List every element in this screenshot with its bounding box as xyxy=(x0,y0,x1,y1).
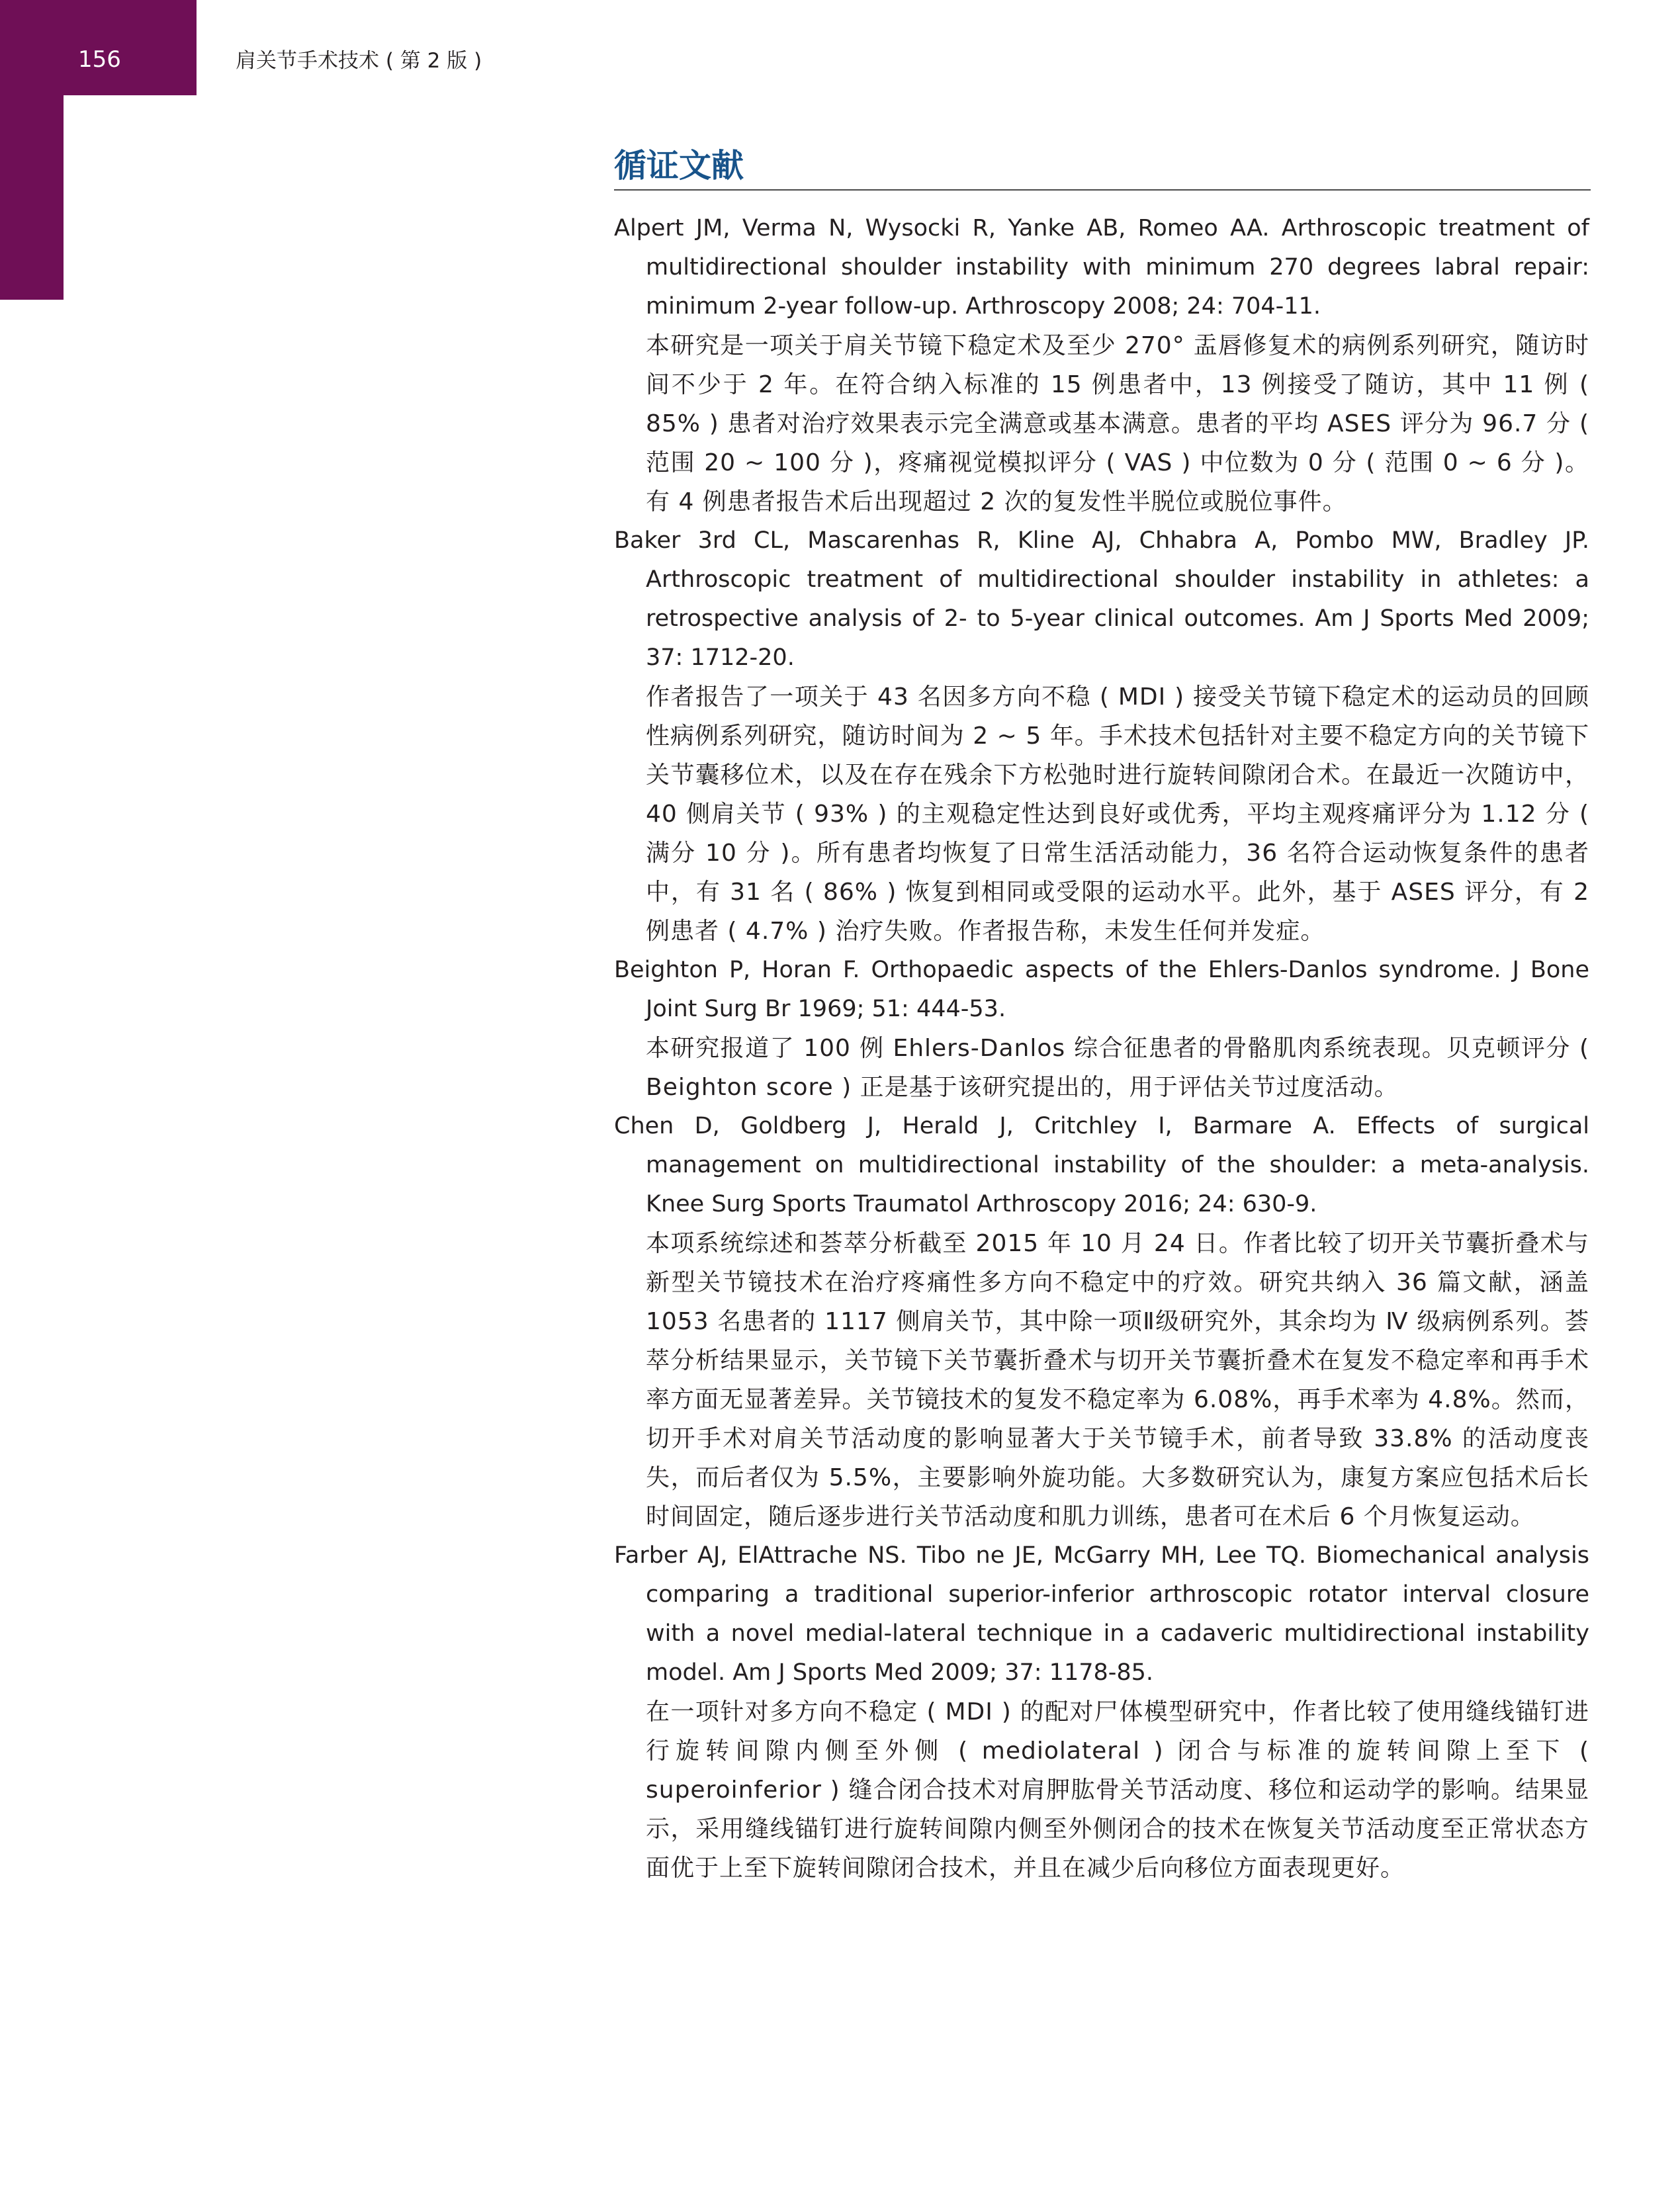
reference-citation: Baker 3rd CL, Mascarenhas R, Kline AJ, Chhabra A, Pombo MW, Bradley JP. Arthroscopic treatment of multidirectional shoulder instability in athletes: a retrospective analysis of 2- to 5-year clinical outcomes. Am J Sports Med 2009; 37: 1712-20. xyxy=(614,527,1589,671)
reference-entry xyxy=(614,521,1589,951)
running-title: 肩关节手术技术 ( 第 2 版 ) xyxy=(236,49,482,73)
reference-entry xyxy=(614,1107,1589,1536)
reference-citation: Chen D, Goldberg J, Herald J, Critchley I, Barmare A. Effects of surgical management on multidirectional instability of the shoulder: a meta-analysis. Knee Surg Sports Traumatol Arthroscopy 2016; 24: 630-9. xyxy=(614,1113,1589,1217)
reference-citation: Beighton P, Horan F. Orthopaedic aspects of the Ehlers-Danlos syndrome. J Bone Joint Surg Br 1969; 51: 444-53. xyxy=(614,957,1589,1022)
reference-citation: Alpert JM, Verma N, Wysocki R, Yanke AB, Romeo AA. Arthroscopic treatment of multidirectional shoulder instability with minimum 270 degrees labral repair: minimum 2-year follow-up. Arthroscopy 2008; 24: 704-11. xyxy=(614,215,1589,320)
reference-summary: 作者报告了一项关于 43 名因多方向不稳 ( MDI ) 接受关节镜下稳定术的运动员的回顾性病例系列研究，随访时间为 2 ~ 5 年。手术技术包括针对主要不稳定方向的关节镜下关节囊移位术，以及在存在残余下方松弛时进行旋转间隙闭合术。在最近一次随访中，40 侧肩关节 ( 93% ) 的主观稳定性达到良好或优秀，平均主观疼痛评分为 1.12 分 ( 满分 10 分 )。所有患者均恢复了日常生活活动能力，36 名符合运动恢复条件的患者中，有 31 名 ( 86% ) 恢复到相同或受限的运动水平。此外，基于 ASES 评分，有 2 例患者 ( 4.7% ) 治疗失败。作者报告称，未发生任何并发症。 xyxy=(646,683,1589,945)
reference-summary: 本研究报道了 100 例 Ehlers-Danlos 综合征患者的骨骼肌肉系统表现。贝克顿评分 ( Beighton score ) 正是基于该研究提出的，用于评估关节过度活动。 xyxy=(646,1035,1589,1101)
reference-citation: Farber AJ, ElAttrache NS. Tibo ne JE, McGarry MH, Lee TQ. Biomechanical analysis comparing a traditional superior-inferior arthroscopic rotator interval closure with a novel medial-lateral technique in a cadaveric multidirectional instability model. Am J Sports Med 2009; 37: 1178-85. xyxy=(614,1542,1589,1686)
reference-summary: 在一项针对多方向不稳定 ( MDI ) 的配对尸体模型研究中，作者比较了使用缝线锚钉进行旋转间隙内侧至外侧 ( mediolateral ) 闭合与标准的旋转间隙上至下 ( superoinferior ) 缝合闭合技术对肩胛肱骨关节活动度、移位和运动学的影响。结果显示，采用缝线锚钉进行旋转间隙内侧至外侧闭合的技术在恢复关节活动度至正常状态方面优于上至下旋转间隙闭合技术，并且在减少后向移位方面表现更好。 xyxy=(646,1698,1589,1882)
heading-rule xyxy=(614,189,1591,191)
page-number: 156 xyxy=(78,46,121,73)
section-heading: 循证文献 xyxy=(614,147,744,185)
reference-entry xyxy=(614,951,1589,1107)
reference-summary: 本项系统综述和荟萃分析截至 2015 年 10 月 24 日。作者比较了切开关节囊折叠术与新型关节镜技术在治疗疼痛性多方向不稳定中的疗效。研究共纳入 36 篇文献，涵盖 1053 名患者的 1117 侧肩关节，其中除一项Ⅱ级研究外，其余均为 Ⅳ 级病例系列。荟萃分析结果显示，关节镜下关节囊折叠术与切开关节囊折叠术在复发不稳定率和再手术率方面无显著差异。关节镜技术的复发不稳定率为 6.08%，再手术率为 4.8%。然而，切开手术对肩关节活动度的影响显著大于关节镜手术，前者导致 33.8% 的活动度丧失，而后者仅为 5.5%，主要影响外旋功能。大多数研究认为，康复方案应包括术后长时间固定，随后逐步进行关节活动度和肌力训练，患者可在术后 6 个月恢复运动。 xyxy=(646,1230,1589,1530)
reference-entry xyxy=(614,1536,1589,1888)
reference-list xyxy=(614,209,1589,1888)
reference-entry xyxy=(614,209,1589,521)
reference-summary: 本研究是一项关于肩关节镜下稳定术及至少 270° 盂唇修复术的病例系列研究，随访时间不少于 2 年。在符合纳入标准的 15 例患者中，13 例接受了随访，其中 11 例 ( 85% ) 患者对治疗效果表示完全满意或基本满意。患者的平均 ASES 评分为 96.7 分 ( 范围 20 ~ 100 分 )，疼痛视觉模拟评分 ( VAS ) 中位数为 0 分 ( 范围 0 ~ 6 分 )。有 4 例患者报告术后出现超过 2 次的复发性半脱位或脱位事件。 xyxy=(646,332,1589,515)
side-color-band xyxy=(0,95,64,300)
